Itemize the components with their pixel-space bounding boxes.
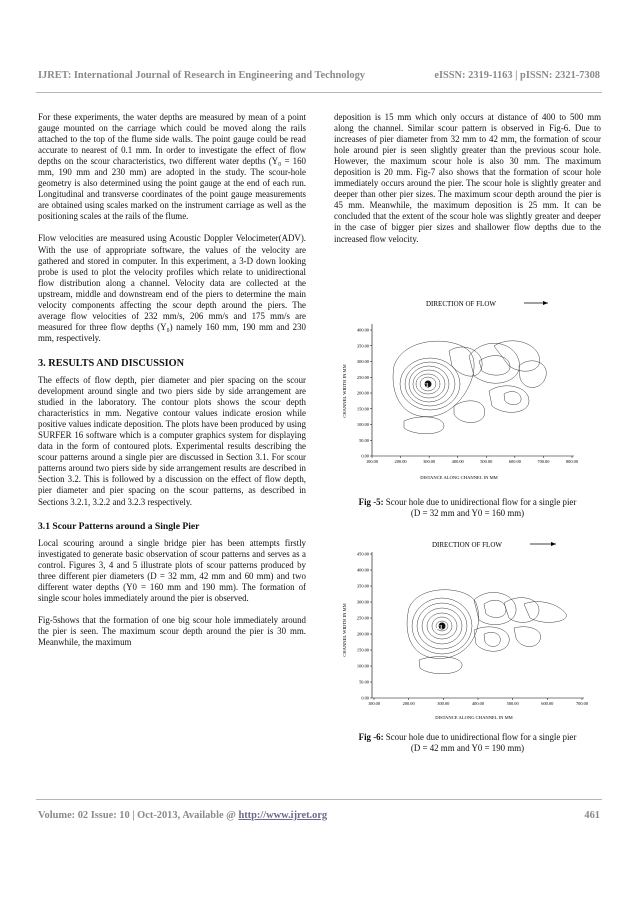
y-tick-label: 200.00 (356, 390, 369, 396)
x-axis-ticks (368, 698, 589, 706)
y-tick-label: 350.00 (356, 583, 369, 589)
x-tick-label: 100.00 (365, 459, 379, 464)
y-tick-label: 350.00 (356, 343, 369, 349)
figure-5 (334, 296, 601, 488)
x-axis-frame (372, 324, 574, 456)
y-tick-label: 150.00 (356, 647, 369, 653)
caption-text: Scour hole due to unidirectional flow for a single pier (383, 732, 577, 742)
flow-arrow-head (551, 542, 556, 546)
x-axis-label: DISTANCE ALONG CHANNEL IN MM (435, 715, 513, 720)
paragraph: deposition is 15 mm which only occurs at distance of 400 to 500 mm along the channel. Similar scour pattern is observed in Fig-6. Due to increases of pier diameter from 32 mm to 42 mm, the formation of scour hole around pier is seen slightly greater than the previous scour hole. However, the maximum scour hole is also 30 mm. The maximum deposition is 20 mm. Fig-7 also shows that the formation of scour hole immediately occurs around the pier. The scour hole is slightly greater and deeper than other pier sizes. The maximum scour depth around the pier is 45 mm. Meanwhile, the maximum deposition is 25 mm. It can be concluded that the extent of the scour hole was slightly greater and deeper in the case of bigger pier sizes and shallower flow depths due to the increased flow velocity. (334, 112, 601, 244)
journal-header (38, 70, 600, 81)
y-axis-label: CHANNEL WIDTH IN MM (342, 603, 347, 657)
y-tick-label: 100.00 (356, 422, 369, 427)
y-tick-label: 300.00 (356, 359, 369, 364)
paragraph: Fig-5shows that the formation of one big scour hole immediately around the pier is seen. The maximum scour depth around the pier is 30 mm. Meanwhile, the maximum (38, 614, 306, 647)
caption-params: (D = 32 mm and Y0 = 160 mm) (410, 508, 525, 518)
x-tick-label: 600.00 (541, 701, 554, 706)
header-divider (36, 92, 602, 93)
paragraph: For these experiments, the water depths are measured by mean of a point gauge mounted on the carriage which could be moved along the rails attached to the top of the flume side walls. The point gauge could be read accurate to nearest of 0.1 mm. In order to investigate the effect of flow depths on the scour characteristics, two different water depths (Y₀ = 160 mm, 190 mm and 230 mm) are adopted in the study. The scour-hole geometry is also determined using the point gauge at the end of each run. Longitudinal and transverse coordinates of the point gauge measurements are obtained using scales marked on the instrument carriage as well as the positioning scales at the rails of the flume. (38, 112, 306, 222)
caption-text: Scour hole due to unidirectional flow for a single pier (383, 497, 577, 507)
caption-label: Fig -6: (358, 732, 384, 742)
y-tick-label: 450.00 (356, 551, 369, 557)
flow-arrow-head (543, 301, 548, 305)
x-axis-label: DISTANCE ALONG CHANNEL IN MM (420, 475, 498, 480)
contour-lines (407, 590, 566, 674)
right-column (334, 112, 601, 256)
x-tick-label: 200.00 (402, 701, 415, 706)
x-tick-label: 100.00 (367, 701, 381, 706)
x-tick-label: 400.00 (471, 701, 485, 706)
journal-title: IJRET: International Journal of Research in Engineering and Technology (38, 70, 365, 81)
y-tick-label: 50.00 (359, 437, 369, 443)
flow-direction-label: DIRECTION OF FLOW (426, 300, 496, 308)
footer-divider (36, 799, 602, 800)
contour-lines (393, 341, 546, 434)
y-tick-label: 150.00 (356, 406, 369, 412)
section-heading: 3. RESULTS AND DISCUSSION (38, 357, 185, 369)
y-tick-label: 50.00 (359, 679, 369, 685)
y-tick-label: 0.00 (361, 453, 369, 459)
y-tick-label: 250.00 (356, 615, 369, 621)
y-tick-label: 400.00 (356, 567, 369, 573)
x-tick-label: 300.00 (423, 459, 436, 464)
footer-volume-text: Volume: 02 Issue: 10 | Oct-2013, Available @ (38, 810, 239, 821)
pier-label: F1 (436, 625, 443, 631)
x-tick-label: 500.00 (480, 459, 493, 464)
y-tick-label: 250.00 (356, 374, 369, 380)
x-tick-label: 200.00 (394, 459, 407, 464)
caption-label: Fig -5: (358, 497, 384, 507)
figure-6-contour-plot (334, 538, 601, 723)
x-tick-label: 600.00 (508, 459, 521, 464)
x-tick-label: 700.00 (575, 701, 589, 706)
journal-url-link[interactable]: http://www.ijret.org (238, 810, 328, 821)
y-axis-ticks (357, 328, 372, 459)
page-number: 461 (584, 810, 600, 821)
x-tick-label: 800.00 (565, 459, 579, 464)
left-column (38, 112, 306, 659)
subsection-heading: 3.1 Scour Patterns around a Single Pier (38, 520, 200, 532)
y-tick-label: 0.00 (361, 695, 369, 701)
paragraph: Flow velocities are measured using Acoustic Doppler Velocimeter(ADV). With the use of appropriate software, the values of the velocity are gathered and stored in computer. In this experiment, a 3-D down looking probe is used to plot the velocity profiles which relate to unidirectional flow distribution along a channel. Velocity data are collected at the upstream, middle and downstream end of the piers to determine the main velocity components affecting the scour depth around the piers. The average flow velocities of 232 mm/s, 206 mm/s and 175 mm/s are measured for three flow depths (Y₀) namely 160 mm, 190 mm and 230 mm, respectively. (38, 233, 306, 343)
page-footer (38, 810, 600, 821)
figure-5-caption (334, 497, 601, 519)
y-tick-label: 400.00 (356, 327, 369, 333)
y-tick-label: 100.00 (356, 663, 369, 669)
flow-direction-label: DIRECTION OF FLOW (432, 541, 502, 549)
y-axis-ticks (357, 552, 372, 701)
x-tick-label: 300.00 (437, 701, 450, 706)
journal-issn: eISSN: 2319-1163 | pISSN: 2321-7308 (434, 70, 600, 81)
x-tick-label: 700.00 (537, 459, 550, 464)
paragraph: Local scouring around a single bridge pier has been attempts firstly investigated to generate basic observation of scour patterns and serves as a control. Figures 3, 4 and 5 illustrate plots of scour patterns produced by three different pier diameters (D = 32 mm, 42 mm and 60 mm) and two different water depths (Y0 = 160 mm and 190 mm). The formation of single scour holes immediately around the pier is observed. (38, 537, 306, 603)
pier-label: F1 (422, 383, 429, 389)
paragraph: The effects of flow depth, pier diameter and pier spacing on the scour development around single and two piers side by side arrangement are studied in the laboratory. The contour plots shows the scour depth characteristics in mm. Negative contour values indicate erosion while positive values indicate deposition. The plots have been produced by using SURFER 16 software which is a computer graphics system for displaying data in the form of contoured plots. Experimental results describing the scour patterns around a single pier are discussed in Section 3.1. For scour patterns around two piers side by side arrangement results are described in Section 3.2. This is followed by a discussion on the effect of flow depth, pier diameter and pier spacing on the scour patterns, as described in Sections 3.2.1, 3.2.2 and 3.2.3 respectively. (38, 374, 306, 507)
y-tick-label: 200.00 (356, 631, 369, 637)
footer-volume-info (38, 810, 327, 821)
figure-6-caption (334, 732, 601, 754)
figure-5-contour-plot (334, 296, 601, 488)
y-axis-label: CHANNEL WIDTH IN MM (342, 364, 347, 418)
x-tick-label: 400.00 (451, 459, 464, 464)
figure-6 (334, 538, 601, 723)
x-axis-ticks (366, 456, 579, 464)
x-tick-label: 500.00 (506, 701, 519, 706)
y-tick-label: 300.00 (356, 599, 369, 605)
caption-params: (D = 42 mm and Y0 = 190 mm) (410, 743, 525, 753)
